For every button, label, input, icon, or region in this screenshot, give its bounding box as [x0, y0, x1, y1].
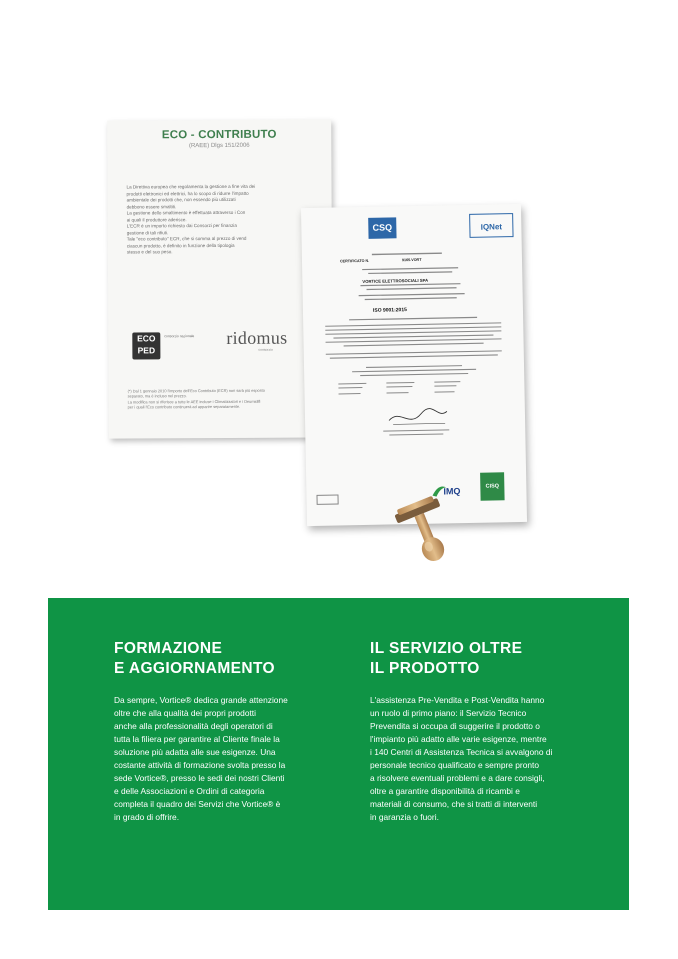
text-line: prodotti elettronici ed elettrici, ha lo scopo di ridurre l'impatto [126, 190, 249, 196]
text-line: materiali di consumo, che si tratti di interventi [370, 799, 538, 809]
accreditation-mark [316, 494, 338, 504]
iso-certificate-document [301, 204, 527, 526]
formazione-heading-line2: E AGGIORNAMENTO [114, 660, 276, 677]
csq-logo: CSQ [368, 217, 396, 239]
text-line: e delle Associazioni e Ordini di categoria [114, 786, 265, 796]
text-line: anche alla professionalità degli operatori di [114, 721, 273, 731]
servizio-heading-line1: IL SERVIZIO OLTRE [370, 640, 523, 657]
text-line: ambientale dei prodotti che, non essendo più utilizzati [126, 196, 236, 203]
cisq-logo-text: CISQ [485, 483, 500, 490]
certificate-number: 9165.VORT [401, 257, 422, 263]
formazione-text [114, 694, 314, 824]
text-line: per i quali l'Eco contributo continuerà ad apparire separatamente. [127, 404, 241, 410]
text-line: separato, ma è incluso nel prezzo. [127, 393, 187, 399]
iqnet-logo-text: IQNet [480, 222, 503, 232]
servizio-text [370, 694, 570, 824]
formazione-section [114, 639, 314, 824]
servizio-heading [370, 639, 570, 679]
text-line: completa il quadro dei Servizi che Vortice® è [114, 799, 281, 809]
text-line: Tale "eco contributo" ECR, che si somma al prezzo di vend [126, 235, 247, 242]
formazione-heading [114, 639, 314, 679]
eco-contributo-document [107, 119, 333, 438]
eco-contributo-subtitle: (RAEE) Dlgs 151/2006 [188, 142, 250, 150]
ecoped-logo [132, 332, 160, 359]
text-line: soluzione più adatta alle sue esigenze. Una [114, 747, 276, 757]
certificate-company: VORTICE ELETTROSOCIALI SPA [362, 277, 429, 284]
ecoped-logo-line1: ECO [137, 333, 156, 344]
eco-contributo-body [127, 184, 313, 256]
formazione-heading-line1: FORMAZIONE [114, 640, 223, 657]
text-line: Prevendita si occupa di suggerire il prodotto o [370, 721, 540, 731]
text-line: sede Vortice®, presso le sedi dei nostri Clienti [114, 773, 285, 783]
text-line: tutta la filiera per garantire al Cliente finale la [114, 734, 280, 744]
text-line: un ruolo di primo piano: il Servizio Tecnico [370, 708, 527, 718]
services-band [48, 598, 629, 910]
text-line: La gestione dello smaltimento è effettuata attraverso i Con [126, 209, 246, 216]
eco-contributo-footer [128, 387, 318, 410]
ridomus-logo: ridomus [226, 327, 288, 348]
text-line: in garanzia o fuori. [370, 812, 439, 822]
text-line: oltre a garantire disponibilità di ricambi e [370, 786, 520, 796]
text-line: La modifica non si riferisce a tutte le AEE incluse i Climatizzatori e i Deumidifi [127, 398, 261, 405]
certificate-label: CERTIFICATO N. [339, 258, 370, 264]
text-line: ai quali il produttore aderisce. [126, 216, 187, 222]
text-line: L'assistenza Pre-Vendita e Post-Vendita hanno [370, 695, 545, 705]
text-line: oltre che alla qualità dei propri prodotti [114, 708, 256, 718]
text-line: Da sempre, Vortice® dedica grande attenzione [114, 695, 288, 705]
rubber-stamp-icon [392, 488, 472, 568]
text-line: gestione di tali rifiuti. [126, 229, 169, 235]
imq-logo-text: IMQ [443, 486, 461, 497]
cisq-logo [480, 472, 505, 500]
certificate-standard: ISO 9001:2015 [372, 307, 407, 314]
text-line: in grado di offrire. [114, 812, 180, 822]
ridomus-caption: consorzio [258, 347, 273, 352]
text-line: (*) Dal 1 gennaio 2010 l'importo dell'Eco Contributo (ECR) non sarà più esposto [127, 387, 265, 394]
text-line: a risolvere eventuali problemi e a dare consigli, [370, 773, 545, 783]
text-line: L'ECR è un importo richiesto dai Consorzi per finanzia [126, 222, 237, 229]
eco-contributo-title: ECO - CONTRIBUTO [161, 128, 277, 142]
servizio-heading-line2: IL PRODOTTO [370, 660, 480, 677]
servizio-section [370, 639, 570, 824]
text-line: i 140 Centri di Assistenza Tecnica si avvalgono di [370, 747, 553, 757]
ecoped-caption: consorzio nazionale [164, 334, 195, 339]
text-line: l'impianto più adatto alle varie esigenze, mentre [370, 734, 547, 744]
ecoped-logo-line2: PED [137, 345, 156, 356]
text-line: ciascun prodotto, è definito in funzione della tipologia [126, 242, 235, 248]
text-line: costante attività di formazione svolta presso la [114, 760, 286, 770]
text-line: debbono essere smaltiti. [126, 203, 177, 209]
text-line: personale tecnico qualificato e sempre pronto [370, 760, 539, 770]
text-line: La Direttiva europea che regolamenta la gestione a fine vita dei [126, 183, 256, 190]
text-line: stesso e del suo peso. [126, 249, 173, 255]
